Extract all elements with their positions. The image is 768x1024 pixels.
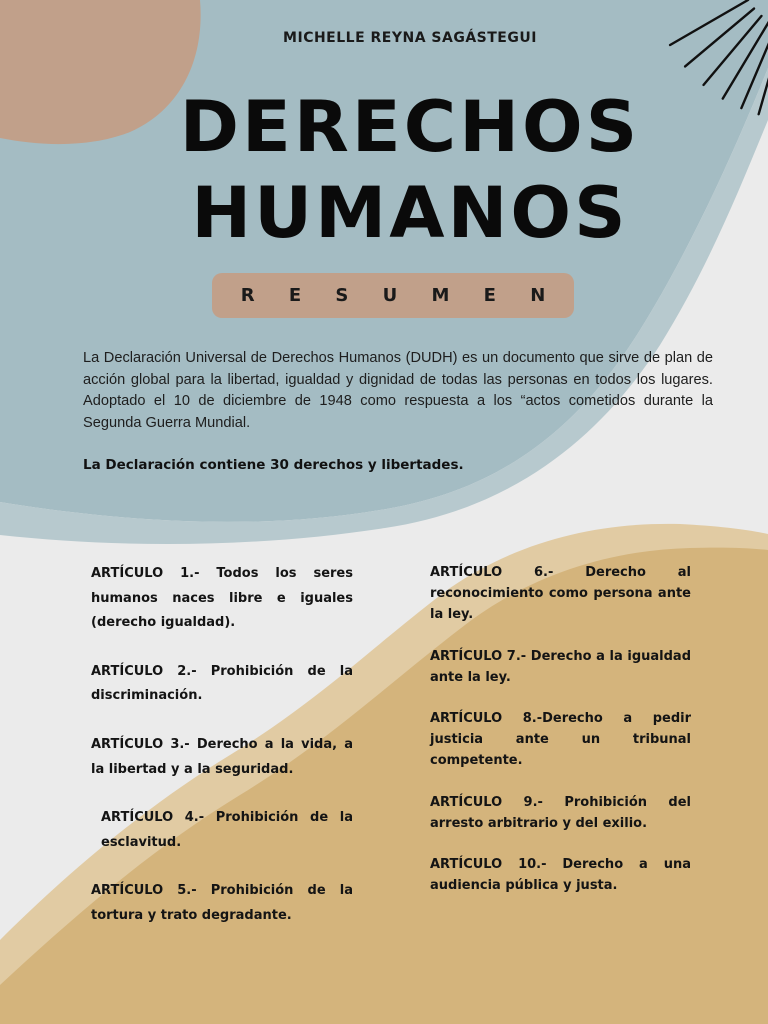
rights-count-note: La Declaración contiene 30 derechos y libertades. bbox=[83, 457, 464, 473]
section-label: R E S U M E N bbox=[240, 285, 560, 306]
section-label-pill bbox=[212, 273, 574, 318]
author-name: MICHELLE REYNA SAGÁSTEGUI bbox=[283, 30, 537, 46]
article-item: ARTÍCULO 5.- Prohibición de la tortura y trato degradante. bbox=[91, 883, 353, 923]
articles-right-column bbox=[430, 562, 691, 916]
intro-paragraph: La Declaración Universal de Derechos Humanos (DUDH) es un documento que sirve de plan de acción global para la libertad, igualdad y dignidad de todas las personas en todos los lugares. Adoptado el 10 de diciembre de 1948 como respuesta a los “actos cometidos durante la Segunda Guerra Mundial. bbox=[83, 350, 713, 431]
article-item: ARTÍCULO 8.-Derecho a pedir justicia ante un tribunal competente. bbox=[430, 711, 691, 769]
articles-left-column bbox=[91, 562, 353, 953]
article-item: ARTÍCULO 7.- Derecho a la igualdad ante la ley. bbox=[430, 648, 691, 685]
article-item: ARTÍCULO 9.- Prohibición del arresto arbitrario y del exilio. bbox=[430, 794, 691, 831]
article-item: ARTÍCULO 2.- Prohibición de la discriminación. bbox=[91, 663, 353, 704]
article-item: ARTÍCULO 3.- Derecho a la vida, a la libertad y a la seguridad. bbox=[91, 736, 353, 777]
article-item: ARTÍCULO 10.- Derecho a una audiencia pública y justa. bbox=[430, 857, 691, 894]
page-title-line-2: HUMANOS bbox=[191, 172, 629, 254]
article-item: ARTÍCULO 1.- Todos los seres humanos naces libre e iguales (derecho igualdad). bbox=[91, 566, 353, 631]
article-item: ARTÍCULO 4.- Prohibición de la esclavitud. bbox=[101, 810, 353, 850]
page-title-line-1: DERECHOS bbox=[179, 86, 641, 168]
article-item: ARTÍCULO 6.- Derecho al reconocimiento como persona ante la ley. bbox=[430, 565, 691, 623]
